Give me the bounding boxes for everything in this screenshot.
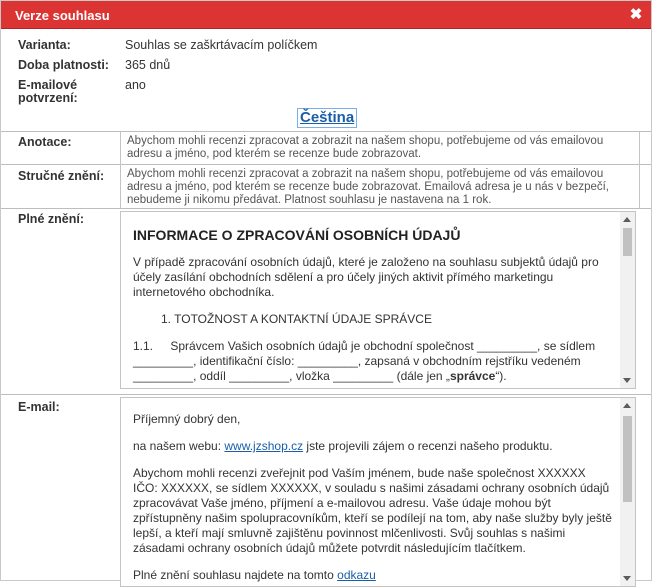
dialog-titlebar <box>1 1 651 29</box>
scroll-up-arrow-icon[interactable] <box>623 403 631 408</box>
full-text-scroll-area[interactable] <box>120 211 636 389</box>
email-greeting: Příjemný dobrý den, <box>133 412 241 426</box>
divider <box>1 394 651 395</box>
email-content <box>133 412 613 583</box>
email-footer-pre: Plné znění souhlasu najdete na tomto <box>133 568 338 582</box>
email-confirm-label-line1: E-mailové <box>18 78 78 92</box>
short-text-label: Stručné znění: <box>18 169 105 183</box>
full-text-label: Plné znění: <box>18 212 84 226</box>
divider <box>1 208 651 209</box>
annotation-text <box>120 131 640 164</box>
short-text <box>120 164 640 208</box>
consent-link[interactable]: odkazu <box>337 568 376 582</box>
variant-value: Souhlas se zaškrtávacím políčkem <box>125 38 318 52</box>
full-text-section-heading: 1. TOTOŽNOST A KONTAKTNÍ ÚDAJE SPRÁVCE <box>161 312 432 326</box>
full-text-scrollbar[interactable] <box>620 212 635 388</box>
clause-number: 1.1. <box>133 339 154 353</box>
language-tab-czech[interactable]: Čeština <box>297 108 357 128</box>
email-confirm-value: ano <box>125 78 146 92</box>
annotation-label: Anotace: <box>18 135 72 149</box>
shop-link[interactable]: www.jzshop.cz <box>224 439 304 453</box>
full-text-content <box>133 228 613 411</box>
email-scroll-area[interactable] <box>120 397 636 587</box>
scroll-down-arrow-icon[interactable] <box>623 576 631 581</box>
email-intro-pre: na našem webu: <box>133 439 225 453</box>
dialog-title: Verze souhlasu <box>15 8 110 23</box>
scroll-up-arrow-icon[interactable] <box>623 217 631 222</box>
full-text-heading: INFORMACE O ZPRACOVÁNÍ OSOBNÍCH ÚDAJŮ <box>133 227 461 243</box>
email-confirm-label-line2: potvrzení: <box>18 91 78 105</box>
annotation-text-content: Abychom mohli recenzi zpracovat a zobrazit na našem shopu, potřebujeme od vás emailovou adresu a jméno, pod kterém se recenze bude zobrazovat. <box>127 135 604 160</box>
validity-label: Doba platnosti: <box>18 58 109 72</box>
full-text-clause <box>133 339 613 384</box>
short-text-content: Abychom mohli recenzi zpracovat a zobrazit na našem shopu, potřebujeme od vás emailovou adresu a jméno, pod kterém se recenze bude zobrazovat. Emailová adresa je u nás v bezpečí, nebudeme ji nikomu předávat. Platnost souhlasu je nastavena na 1 rok. <box>127 168 609 206</box>
scroll-thumb[interactable] <box>623 416 632 502</box>
email-paragraph: Abychom mohli recenzi zveřejnit pod Vaším jménem, bude naše společnost XXXXXX IČO: XXXXXX, se sídlem XXXXXX, v souladu s našimi zásadami ochrany osobních údajů zpracovávat Vaše jméno, příjmení a e-mailovou adresu. Vaše údaje mohou být zpřístupněny našim spolupracovníkům, kteří se podílejí na tom, aby naše služby byly ještě lepší, a kteří mají smluvně zajištěnu povinnost mlčenlivosti. Svůj souhlas s našimi zásadami ochrany osobních údajů můžete potvrdit následujícím tlačítkem. <box>133 466 612 555</box>
clause-text: Správcem Vašich osobních údajů je obchodní společnost _________, se sídlem _________, identifikační číslo: _________, zapsaná v obchodním rejstříku vedeném _________, oddíl _________, vložka _________ (dále jen „ <box>133 339 596 383</box>
scroll-down-arrow-icon[interactable] <box>623 378 631 383</box>
email-scrollbar[interactable] <box>620 398 635 586</box>
validity-value: 365 dnů <box>125 58 171 72</box>
clause-text-end: “). <box>495 369 507 383</box>
email-intro-post: jste projevili zájem o recenzi našeho produktu. <box>303 439 553 453</box>
email-label: E-mail: <box>18 400 60 414</box>
variant-label: Varianta: <box>18 38 71 52</box>
close-icon[interactable]: ✖ <box>629 6 643 23</box>
email-footer <box>133 568 613 583</box>
clause-bold-term: správce <box>449 369 496 383</box>
scroll-thumb[interactable] <box>623 228 632 256</box>
email-intro-line <box>133 439 613 454</box>
full-text-intro: V případě zpracování osobních údajů, které je založeno na souhlasu subjektů údajů pro účely zasílání obchodních sdělení a pro účely jiných aktivit přímého marketingu internetového obchodníka. <box>133 255 599 299</box>
